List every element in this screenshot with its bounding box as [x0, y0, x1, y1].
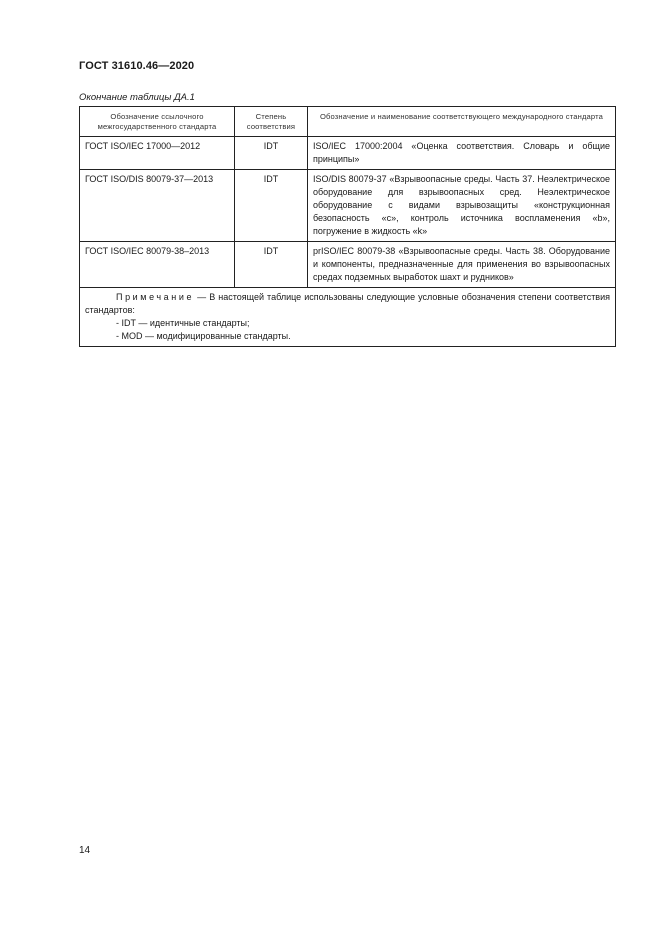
degree-cell: IDT — [235, 242, 308, 288]
standard-id: ГОСТ 31610.46—2020 — [79, 60, 195, 72]
reference-standard-cell: ГОСТ ISO/DIS 80079-37—2013 — [80, 170, 235, 242]
international-standard-cell: prISO/IEC 80079-38 «Взрывоопасные среды. Часть 38. Оборудование и компоненты, предназначенные для применения во взрывоопасных средах подземных выработок шахт и рудников» — [308, 242, 616, 288]
reference-table — [79, 106, 616, 347]
note-text: — В настоящей таблице использованы следующие условные обозначения степени соответствия стандартов: — [85, 292, 610, 315]
note-list-item: - MOD — модифицированные стандарты. — [116, 331, 291, 341]
page-number: 14 — [79, 845, 91, 856]
reference-standard-cell: ГОСТ ISO/IEC 80079-38–2013 — [80, 242, 235, 288]
degree-cell: IDT — [235, 170, 308, 242]
note-list-item: - IDT — идентичные стандарты; — [116, 318, 250, 328]
column-header-degree: Степень соответствия — [235, 107, 308, 137]
table-note — [80, 288, 616, 347]
table-row — [80, 137, 616, 170]
table-header-row — [80, 107, 616, 137]
table-caption: Окончание таблицы ДА.1 — [79, 92, 195, 103]
column-header-reference-standard: Обозначение ссылочного межгосударственного стандарта — [80, 107, 235, 137]
note-paragraph — [85, 291, 610, 317]
table-row — [80, 170, 616, 242]
table-row — [80, 242, 616, 288]
reference-standard-cell: ГОСТ ISO/IEC 17000—2012 — [80, 137, 235, 170]
international-standard-cell: ISO/IEC 17000:2004 «Оценка соответствия. Словарь и общие принципы» — [308, 137, 616, 170]
international-standard-cell: ISO/DIS 80079-37 «Взрывоопасные среды. Часть 37. Неэлектрическое оборудование для взрывоопасных сред. Неэлектрическое оборудование с видами взрывозащиты «конструкционная безопасность «с», контроль источника воспламенения «b», погружение в жидкость «k» — [308, 170, 616, 242]
degree-cell: IDT — [235, 137, 308, 170]
table-note-row — [80, 288, 616, 347]
column-header-international-standard: Обозначение и наименование соответствующего международного стандарта — [308, 107, 616, 137]
note-label: Примечание — [116, 292, 195, 302]
